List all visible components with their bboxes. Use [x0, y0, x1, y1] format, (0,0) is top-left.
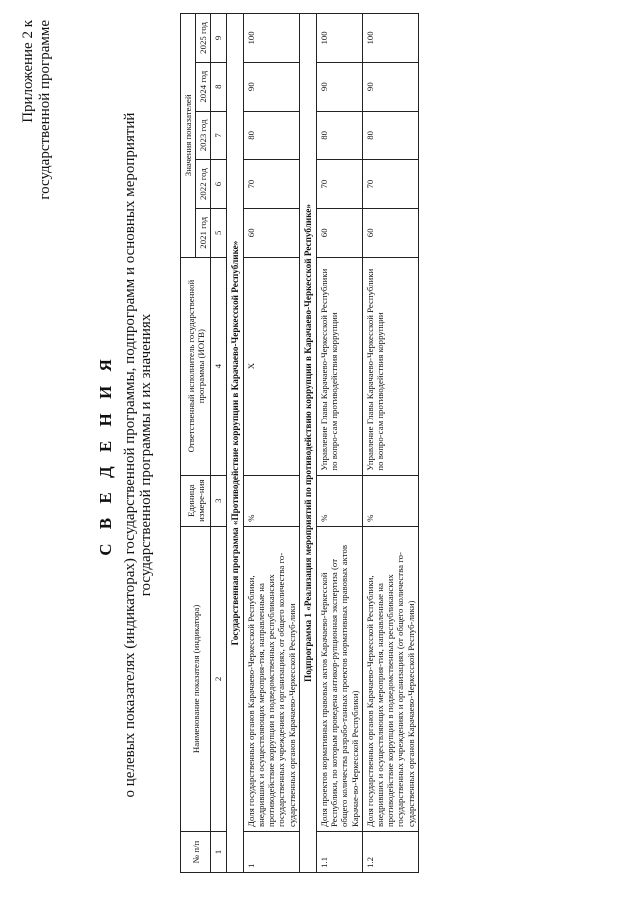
- row-indicator-name: Доля государственных органов Карачаево-Черкесской Республики, внедривших и осуществляющих мероприя-тия, направленные на противодействие коррупции в подведомственных республиканских государственных учреждениях и организациях (от общего количества го-сударственных органов Карачаево-Черкесской Респуб-лики): [362, 526, 418, 831]
- row-responsible: X: [243, 257, 299, 475]
- row-value-2023: 80: [317, 111, 363, 160]
- row-value-2022: 70: [362, 160, 418, 209]
- row-responsible: Управление Главы Карачаево-Черкесской Республики по вопро-сам противодействия коррупции: [362, 257, 418, 475]
- header-name: Наименование показателя (индикатора): [181, 526, 211, 831]
- row-value-2025: 100: [243, 14, 299, 63]
- column-index: 4: [211, 257, 226, 475]
- row-value-2025: 100: [317, 14, 363, 63]
- column-index: 3: [211, 475, 226, 526]
- header-year-2024: 2024 год: [196, 62, 211, 111]
- table-row: [317, 14, 363, 873]
- row-value-2021: 60: [362, 208, 418, 257]
- header-year-2023: 2023 год: [196, 111, 211, 160]
- column-index: 7: [211, 111, 226, 160]
- appendix-line-2: государственной программе: [37, 20, 53, 200]
- table-row: [362, 14, 418, 873]
- indicators-table-container: [180, 13, 419, 873]
- row-num: 1.2: [362, 831, 418, 872]
- header-unit: Единица измере-ния: [181, 475, 211, 526]
- row-value-2024: 90: [243, 62, 299, 111]
- column-index: 1: [211, 831, 226, 872]
- title-line-2: государственной программы и их значениях: [138, 313, 154, 597]
- header-row-1: [181, 14, 196, 873]
- section-row-subprogram: [299, 14, 316, 873]
- column-index: 5: [211, 208, 226, 257]
- document-title: [96, 45, 154, 865]
- row-value-2022: 70: [317, 160, 363, 209]
- appendix-note: [20, 20, 54, 320]
- row-value-2024: 90: [362, 62, 418, 111]
- row-indicator-name: Доля государственных органов Карачаево-Черкесской Республики, внедривших и осуществляющих мероприя-тия, направленные на противодействие коррупции в подведомственных республиканских государственных учреждениях и организациях, от общего количества го-сударственных органов Карачаево-Черкесской Респуб-лики: [243, 526, 299, 831]
- row-value-2025: 100: [362, 14, 418, 63]
- section-title-subprogram: Подпрограмма 1 «Реализация мероприятий по противодействию коррупции в Карачаево-Черкесской Республике»: [299, 14, 316, 873]
- header-year-2021: 2021 год: [196, 208, 211, 257]
- section-row-program: [226, 14, 243, 873]
- header-values-group: Значения показателей: [181, 14, 196, 258]
- row-unit: %: [317, 475, 363, 526]
- row-unit: %: [243, 475, 299, 526]
- row-responsible: Управление Главы Карачаево-Черкесской Республики по вопро-сам противодействия коррупции: [317, 257, 363, 475]
- column-index: 6: [211, 160, 226, 209]
- row-num: 1: [243, 831, 299, 872]
- column-index: 8: [211, 62, 226, 111]
- row-value-2024: 90: [317, 62, 363, 111]
- row-value-2021: 60: [317, 208, 363, 257]
- header-year-2025: 2025 год: [196, 14, 211, 63]
- column-index: 2: [211, 526, 226, 831]
- column-index: 9: [211, 14, 226, 63]
- indicators-table: [180, 13, 419, 873]
- row-value-2021: 60: [243, 208, 299, 257]
- row-value-2023: 80: [243, 111, 299, 160]
- title-line-1: о целевых показателях (индикаторах) государственной программы, подпрограмм и основных мероприятий: [122, 112, 138, 798]
- title-main: С В Е Д Е Н И Я: [96, 354, 115, 556]
- row-indicator-name: Доля проектов нормативных правовых актов Карачаево-Черкесской Республики, по которым проведена антикор-рупционная экспертиза (от общего количества разрабо-танных проектов нормативных правовых актов Карачае-во-Черкесской Республики): [317, 526, 363, 831]
- row-unit: %: [362, 475, 418, 526]
- row-num: 1.1: [317, 831, 363, 872]
- row-value-2023: 80: [362, 111, 418, 160]
- column-index-row: [211, 14, 226, 873]
- appendix-line-1: Приложение 2 к: [20, 20, 36, 123]
- header-responsible: Ответственный исполнитель государственной программы (ИОГВ): [181, 257, 211, 475]
- header-num: № п/п: [181, 831, 211, 872]
- table-row: [243, 14, 299, 873]
- section-title-program: Государственная программа «Противодействие коррупции в Карачаево-Черкесской Республике»: [226, 14, 243, 873]
- header-year-2022: 2022 год: [196, 160, 211, 209]
- row-value-2022: 70: [243, 160, 299, 209]
